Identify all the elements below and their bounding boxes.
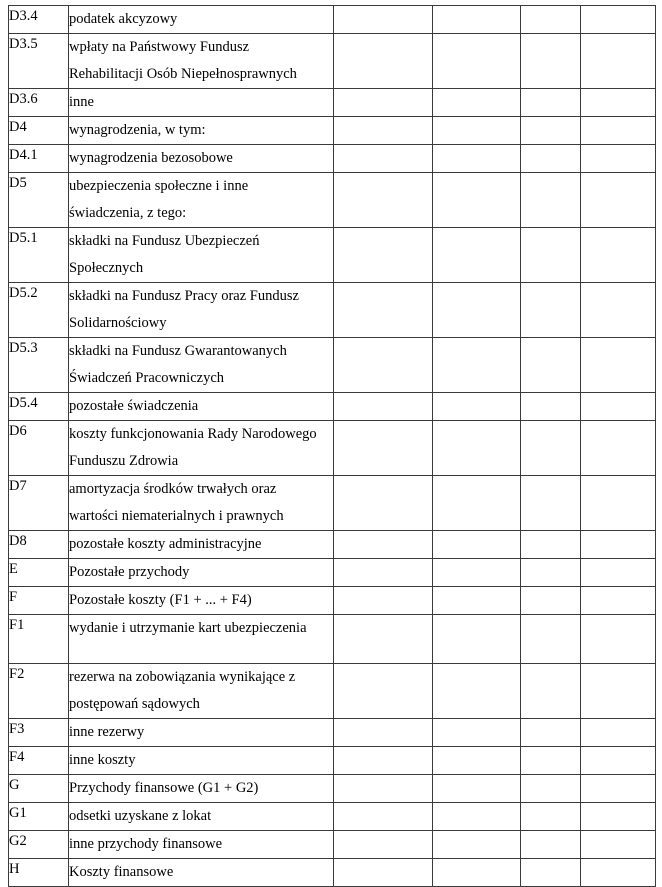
row-code-cell: D3.6 xyxy=(9,89,69,117)
row-description-cell xyxy=(69,831,334,859)
row-description-line: świadczenia, z tego: xyxy=(69,205,187,221)
table-row xyxy=(9,531,656,559)
row-value-cell-4[interactable] xyxy=(581,6,656,34)
row-description-line: wynagrodzenia bezosobowe xyxy=(69,150,233,166)
table-row xyxy=(9,587,656,615)
row-value-cell-4[interactable] xyxy=(581,747,656,775)
row-value-cell-3[interactable] xyxy=(521,117,581,145)
row-code-cell: F xyxy=(9,587,69,615)
table-row xyxy=(9,859,656,887)
table-row xyxy=(9,173,656,228)
row-code-cell: G1 xyxy=(9,803,69,831)
row-description-line: wpłaty na Państwowy Fundusz xyxy=(69,39,250,55)
row-description-cell xyxy=(69,476,334,531)
row-value-cell-4[interactable] xyxy=(581,559,656,587)
row-value-cell-4[interactable] xyxy=(581,831,656,859)
row-value-cell-1[interactable] xyxy=(334,587,433,615)
row-code-cell: F2 xyxy=(9,664,69,719)
row-description-cell xyxy=(69,34,334,89)
row-code-cell: D3.5 xyxy=(9,34,69,89)
row-description-cell xyxy=(69,559,334,587)
row-description-line: rezerwa na zobowiązania wynikające z xyxy=(69,669,296,685)
table-row xyxy=(9,775,656,803)
row-value-cell-3[interactable] xyxy=(521,338,581,393)
row-description-cell xyxy=(69,719,334,747)
row-value-cell-3[interactable] xyxy=(521,775,581,803)
table-row xyxy=(9,393,656,421)
row-value-cell-1[interactable] xyxy=(334,283,433,338)
table-row xyxy=(9,747,656,775)
row-description-cell xyxy=(69,117,334,145)
row-value-cell-2[interactable] xyxy=(433,615,521,664)
row-value-cell-4[interactable] xyxy=(581,719,656,747)
table-row xyxy=(9,664,656,719)
row-value-cell-1[interactable] xyxy=(334,228,433,283)
row-code-cell: D7 xyxy=(9,476,69,531)
row-description-cell xyxy=(69,89,334,117)
row-code-cell: G xyxy=(9,775,69,803)
row-description-line: wydanie i utrzymanie kart ubezpieczenia xyxy=(69,620,307,636)
row-value-cell-1[interactable] xyxy=(334,559,433,587)
row-code-cell: G2 xyxy=(9,831,69,859)
cost-categories-table xyxy=(8,5,656,887)
row-description-line: Koszty finansowe xyxy=(69,864,174,880)
row-value-cell-3[interactable] xyxy=(521,421,581,476)
row-value-cell-4[interactable] xyxy=(581,393,656,421)
table-row xyxy=(9,145,656,173)
row-value-cell-3[interactable] xyxy=(521,89,581,117)
row-value-cell-3[interactable] xyxy=(521,803,581,831)
table-row xyxy=(9,117,656,145)
row-description-cell xyxy=(69,173,334,228)
row-description-line: pozostałe świadczenia xyxy=(69,398,199,414)
row-value-cell-4[interactable] xyxy=(581,338,656,393)
row-value-cell-1[interactable] xyxy=(334,338,433,393)
row-description-cell xyxy=(69,859,334,887)
row-value-cell-4[interactable] xyxy=(581,775,656,803)
table-row xyxy=(9,6,656,34)
table-row xyxy=(9,283,656,338)
row-code-cell: D5.4 xyxy=(9,393,69,421)
row-value-cell-2[interactable] xyxy=(433,338,521,393)
row-value-cell-2[interactable] xyxy=(433,173,521,228)
row-value-cell-3[interactable] xyxy=(521,228,581,283)
row-description-line: Funduszu Zdrowia xyxy=(69,453,179,469)
row-value-cell-3[interactable] xyxy=(521,615,581,664)
row-description-line: Pozostałe koszty (F1 + ... + F4) xyxy=(69,592,252,608)
row-value-cell-2[interactable] xyxy=(433,89,521,117)
row-value-cell-3[interactable] xyxy=(521,747,581,775)
row-value-cell-2[interactable] xyxy=(433,747,521,775)
row-value-cell-3[interactable] xyxy=(521,559,581,587)
table-row xyxy=(9,803,656,831)
row-value-cell-1[interactable] xyxy=(334,831,433,859)
row-value-cell-4[interactable] xyxy=(581,803,656,831)
row-value-cell-4[interactable] xyxy=(581,228,656,283)
row-value-cell-2[interactable] xyxy=(433,34,521,89)
table-row xyxy=(9,34,656,89)
row-value-cell-2[interactable] xyxy=(433,559,521,587)
row-value-cell-1[interactable] xyxy=(334,421,433,476)
row-value-cell-2[interactable] xyxy=(433,719,521,747)
row-value-cell-1[interactable] xyxy=(334,89,433,117)
row-value-cell-2[interactable] xyxy=(433,421,521,476)
row-description-line: Solidarnościowy xyxy=(69,315,167,331)
row-description-line: odsetki uzyskane z lokat xyxy=(69,808,212,824)
row-value-cell-2[interactable] xyxy=(433,228,521,283)
table-row xyxy=(9,615,656,664)
row-code-cell: D5.1 xyxy=(9,228,69,283)
row-value-cell-4[interactable] xyxy=(581,283,656,338)
row-value-cell-2[interactable] xyxy=(433,145,521,173)
row-value-cell-2[interactable] xyxy=(433,831,521,859)
row-value-cell-1[interactable] xyxy=(334,747,433,775)
row-description-line: koszty funkcjonowania Rady Narodowego xyxy=(69,426,317,442)
row-code-cell: F4 xyxy=(9,747,69,775)
row-code-cell: F3 xyxy=(9,719,69,747)
table-row xyxy=(9,476,656,531)
row-value-cell-3[interactable] xyxy=(521,587,581,615)
row-description-cell xyxy=(69,531,334,559)
table-row xyxy=(9,89,656,117)
row-description-line: wynagrodzenia, w tym: xyxy=(69,122,206,138)
row-value-cell-4[interactable] xyxy=(581,421,656,476)
row-value-cell-3[interactable] xyxy=(521,173,581,228)
row-value-cell-3[interactable] xyxy=(521,719,581,747)
row-value-cell-1[interactable] xyxy=(334,531,433,559)
row-value-cell-1[interactable] xyxy=(334,664,433,719)
table-row xyxy=(9,228,656,283)
row-description-line: inne koszty xyxy=(69,752,136,768)
row-description-line: postępowań sądowych xyxy=(69,696,200,712)
row-description-line: podatek akcyzowy xyxy=(69,11,178,27)
row-description-line: amortyzacja środków trwałych oraz xyxy=(69,481,277,497)
table-row xyxy=(9,559,656,587)
row-value-cell-3[interactable] xyxy=(521,859,581,887)
row-value-cell-3[interactable] xyxy=(521,393,581,421)
row-code-cell: D3.4 xyxy=(9,6,69,34)
row-value-cell-1[interactable] xyxy=(334,34,433,89)
row-description-line: wartości niematerialnych i prawnych xyxy=(69,508,284,524)
row-description-line: pozostałe koszty administracyjne xyxy=(69,536,262,552)
row-code-cell: H xyxy=(9,859,69,887)
row-value-cell-2[interactable] xyxy=(433,476,521,531)
row-code-cell: D5.3 xyxy=(9,338,69,393)
row-description-cell xyxy=(69,747,334,775)
row-description-cell xyxy=(69,775,334,803)
row-description-line: Świadczeń Pracowniczych xyxy=(69,370,225,386)
row-value-cell-1[interactable] xyxy=(334,719,433,747)
row-value-cell-4[interactable] xyxy=(581,476,656,531)
row-value-cell-2[interactable] xyxy=(433,283,521,338)
row-description-line: Przychody finansowe (G1 + G2) xyxy=(69,780,259,796)
row-value-cell-1[interactable] xyxy=(334,615,433,664)
table-body xyxy=(9,6,656,887)
row-code-cell: D8 xyxy=(9,531,69,559)
row-value-cell-3[interactable] xyxy=(521,145,581,173)
row-value-cell-1[interactable] xyxy=(334,6,433,34)
row-value-cell-3[interactable] xyxy=(521,283,581,338)
row-value-cell-2[interactable] xyxy=(433,664,521,719)
row-code-cell: E xyxy=(9,559,69,587)
row-description-cell xyxy=(69,615,334,664)
row-description-cell xyxy=(69,421,334,476)
row-description-line: Pozostałe przychody xyxy=(69,564,190,580)
row-description-cell xyxy=(69,587,334,615)
row-description-line: inne xyxy=(69,94,94,110)
row-description-line: ubezpieczenia społeczne i inne xyxy=(69,178,249,194)
row-value-cell-4[interactable] xyxy=(581,615,656,664)
table-row xyxy=(9,338,656,393)
row-value-cell-4[interactable] xyxy=(581,531,656,559)
row-value-cell-4[interactable] xyxy=(581,664,656,719)
row-code-cell: F1 xyxy=(9,615,69,664)
table-row xyxy=(9,421,656,476)
row-value-cell-2[interactable] xyxy=(433,775,521,803)
row-description-cell xyxy=(69,338,334,393)
row-value-cell-1[interactable] xyxy=(334,117,433,145)
row-value-cell-1[interactable] xyxy=(334,173,433,228)
row-value-cell-3[interactable] xyxy=(521,476,581,531)
row-value-cell-4[interactable] xyxy=(581,859,656,887)
row-description-cell xyxy=(69,664,334,719)
row-description-cell xyxy=(69,145,334,173)
row-value-cell-1[interactable] xyxy=(334,803,433,831)
row-value-cell-3[interactable] xyxy=(521,831,581,859)
row-value-cell-4[interactable] xyxy=(581,117,656,145)
row-description-line: Rehabilitacji Osób Niepełnosprawnych xyxy=(69,66,297,82)
row-description-cell xyxy=(69,803,334,831)
row-code-cell: D5 xyxy=(9,173,69,228)
row-value-cell-1[interactable] xyxy=(334,775,433,803)
row-value-cell-1[interactable] xyxy=(334,476,433,531)
row-description-line: składki na Fundusz Ubezpieczeń xyxy=(69,233,260,249)
row-code-cell: D4.1 xyxy=(9,145,69,173)
row-value-cell-4[interactable] xyxy=(581,145,656,173)
row-value-cell-2[interactable] xyxy=(433,6,521,34)
row-description-line: inne rezerwy xyxy=(69,724,145,740)
row-value-cell-4[interactable] xyxy=(581,34,656,89)
row-description-line: składki na Fundusz Pracy oraz Fundusz xyxy=(69,288,299,304)
row-description-cell xyxy=(69,6,334,34)
row-code-cell: D4 xyxy=(9,117,69,145)
row-description-line: Społecznych xyxy=(69,260,144,276)
row-value-cell-4[interactable] xyxy=(581,89,656,117)
row-description-line: inne przychody finansowe xyxy=(69,836,223,852)
row-value-cell-1[interactable] xyxy=(334,145,433,173)
table-row xyxy=(9,831,656,859)
row-description-cell xyxy=(69,228,334,283)
row-value-cell-2[interactable] xyxy=(433,117,521,145)
row-value-cell-3[interactable] xyxy=(521,531,581,559)
row-value-cell-2[interactable] xyxy=(433,587,521,615)
row-value-cell-2[interactable] xyxy=(433,859,521,887)
row-value-cell-4[interactable] xyxy=(581,173,656,228)
row-value-cell-1[interactable] xyxy=(334,393,433,421)
row-value-cell-2[interactable] xyxy=(433,531,521,559)
row-value-cell-3[interactable] xyxy=(521,664,581,719)
row-description-cell xyxy=(69,283,334,338)
row-description-line: składki na Fundusz Gwarantowanych xyxy=(69,343,287,359)
row-code-cell: D5.2 xyxy=(9,283,69,338)
row-value-cell-1[interactable] xyxy=(334,859,433,887)
row-value-cell-4[interactable] xyxy=(581,587,656,615)
row-value-cell-2[interactable] xyxy=(433,393,521,421)
row-code-cell: D6 xyxy=(9,421,69,476)
table-row xyxy=(9,719,656,747)
row-value-cell-3[interactable] xyxy=(521,34,581,89)
row-value-cell-2[interactable] xyxy=(433,803,521,831)
row-value-cell-3[interactable] xyxy=(521,6,581,34)
row-description-cell xyxy=(69,393,334,421)
